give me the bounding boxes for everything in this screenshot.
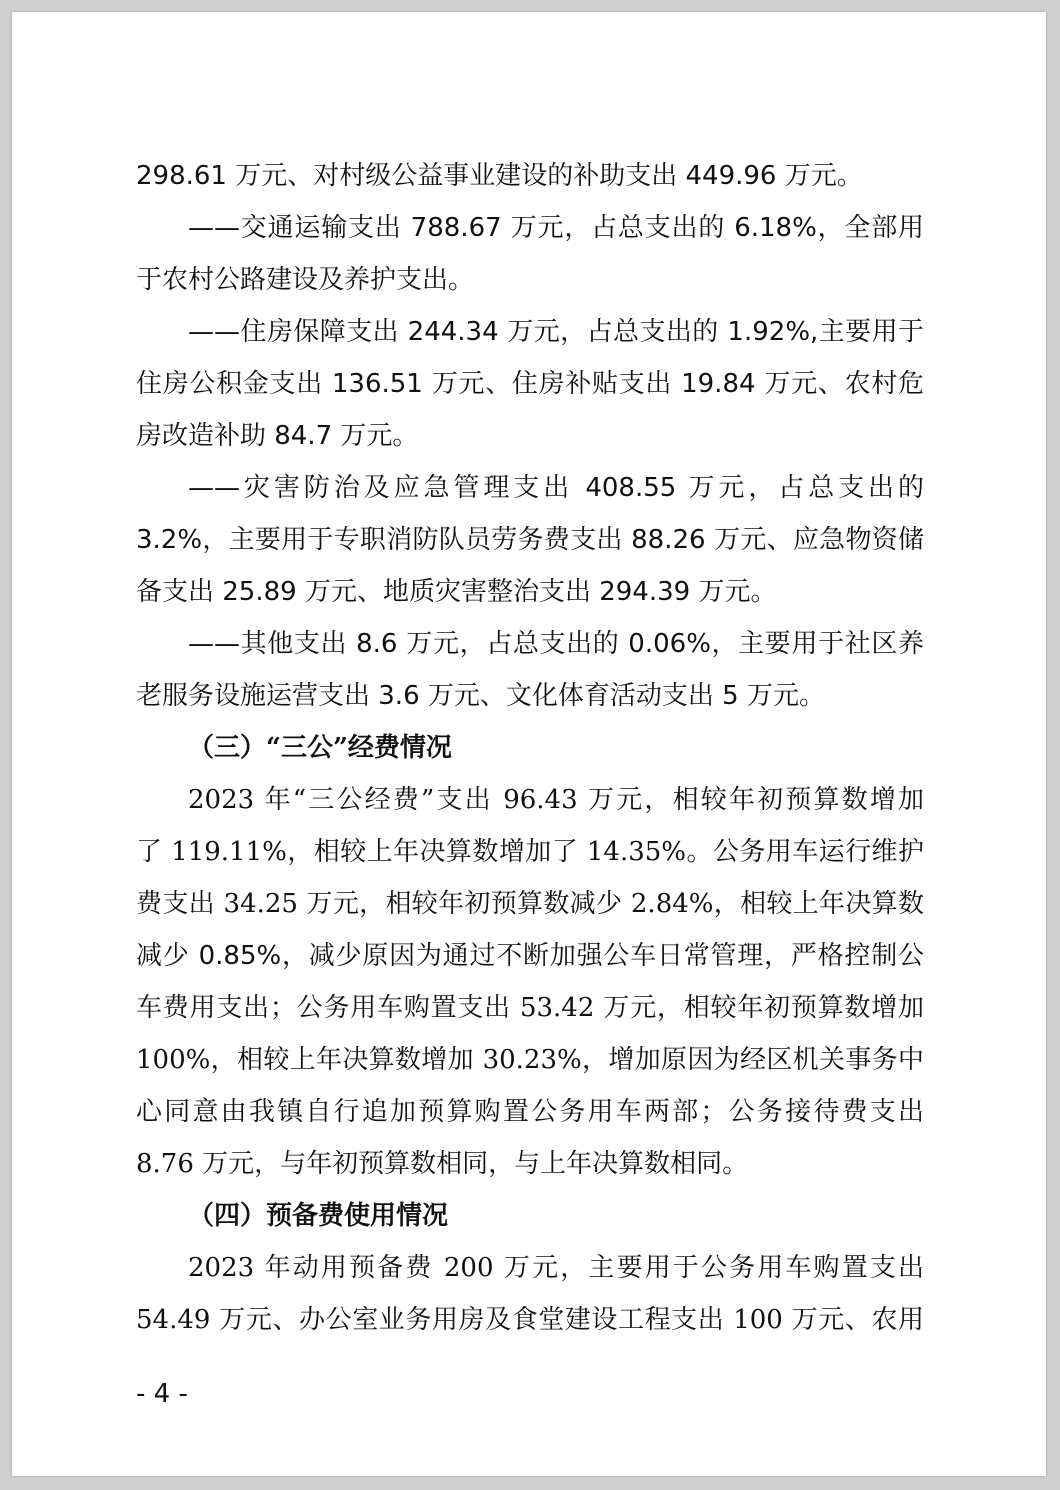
paragraph-line: ——其他支出 8.6 万元，占总支出的 0.06%，主要用于社区养 <box>188 629 924 659</box>
paragraph-line: 车费用支出；公务用车购置支出 53.42 万元，相较年初预算数增加 <box>136 993 924 1023</box>
paragraph-line: 住房公积金支出 136.51 万元、住房补贴支出 19.84 万元、农村危 <box>136 369 924 399</box>
paragraph-line: 100%，相较上年决算数增加 30.23%，增加原因为经区机关事务中 <box>136 1045 924 1075</box>
paragraph-line: 3.2%，主要用于专职消防队员劳务费支出 88.26 万元、应急物资储 <box>136 525 924 555</box>
paragraph-line: 心同意由我镇自行追加预算购置公务用车两部；公务接待费支出 <box>136 1097 924 1127</box>
section-heading: （三）“三公”经费情况 <box>188 733 452 763</box>
document-page <box>12 12 1046 1476</box>
page-number: - 4 - <box>136 1379 188 1409</box>
paragraph-line: 于农村公路建设及养护支出。 <box>136 265 475 295</box>
paragraph-line: 298.61 万元、对村级公益事业建设的补助支出 449.96 万元。 <box>136 161 863 191</box>
paragraph-line: 费支出 34.25 万元，相较年初预算数减少 2.84%，相较上年决算数 <box>136 889 924 919</box>
paragraph-line: 房改造补助 84.7 万元。 <box>136 421 419 451</box>
paragraph-line: ——交通运输支出 788.67 万元，占总支出的 6.18%，全部用 <box>188 213 924 243</box>
paragraph-line: 老服务设施运营支出 3.6 万元、文化体育活动支出 5 万元。 <box>136 681 825 711</box>
paragraph-line: 了 119.11%，相较上年决算数增加了 14.35%。公务用车运行维护 <box>136 837 924 867</box>
paragraph-line: 8.76 万元，与年初预算数相同，与上年决算数相同。 <box>136 1149 749 1179</box>
paragraph-line: 备支出 25.89 万元、地质灾害整治支出 294.39 万元。 <box>136 577 777 607</box>
paragraph-line: 54.49 万元、办公室业务用房及食堂建设工程支出 100 万元、农用 <box>136 1305 924 1335</box>
paragraph-line: ——灾害防治及应急管理支出 408.55 万元，占总支出的 <box>188 473 924 503</box>
paragraph-line: 减少 0.85%，减少原因为通过不断加强公车日常管理，严格控制公 <box>136 941 924 971</box>
section-heading: （四）预备费使用情况 <box>188 1201 449 1231</box>
paragraph-line: ——住房保障支出 244.34 万元，占总支出的 1.92%,主要用于 <box>188 317 924 347</box>
paragraph-line: 2023 年动用预备费 200 万元，主要用于公务用车购置支出 <box>188 1253 924 1283</box>
paragraph-line: 2023 年“三公经费”支出 96.43 万元，相较年初预算数增加 <box>188 785 924 815</box>
